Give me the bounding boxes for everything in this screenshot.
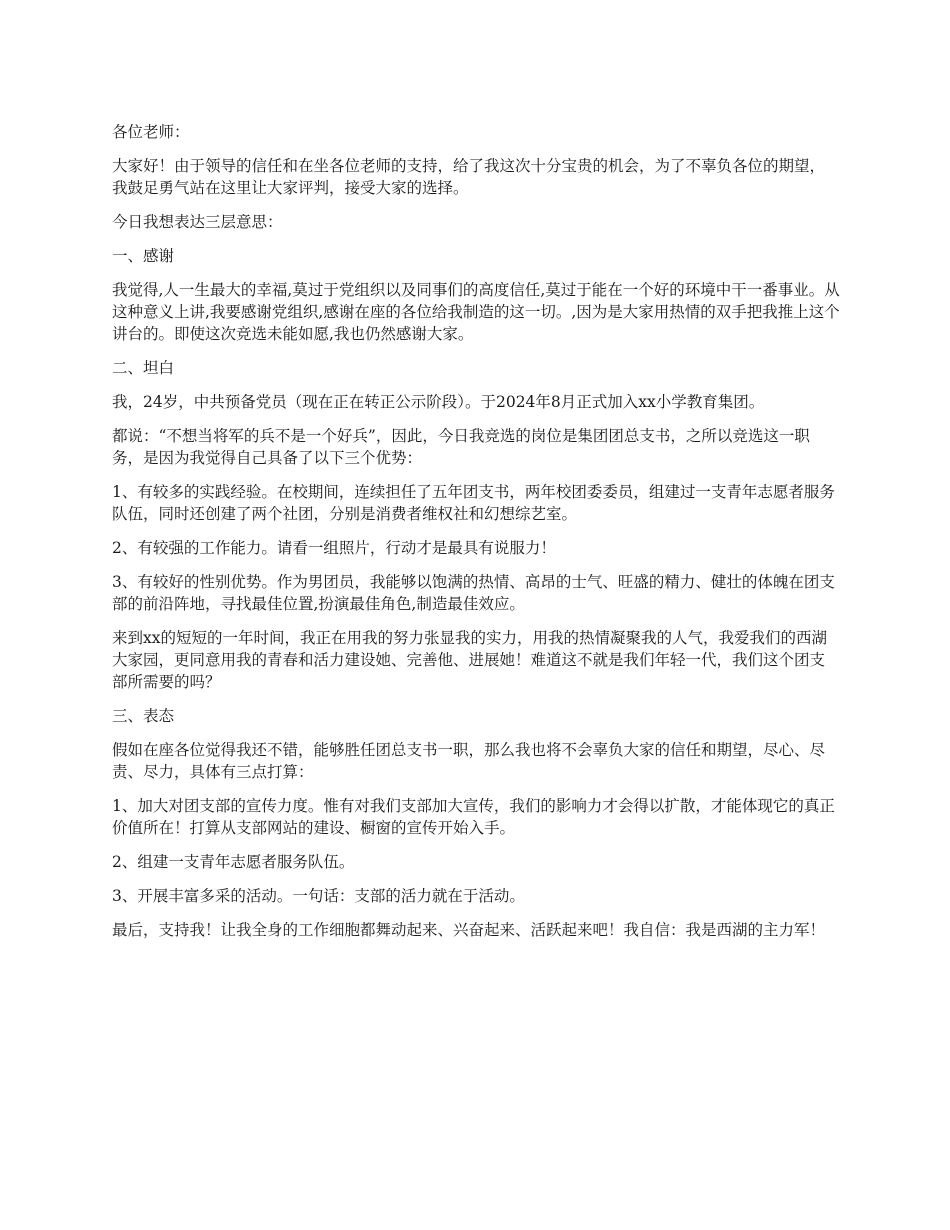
experience-paragraph: 来到xx的短短的一年时间，我正在用我的努力张显我的实力，用我的热情凝聚我的人气，我爱我们的西湖大家园，更同意用我的青春和活力建设她、完善他、进展她！难道这不就是我们年轻一代，我们这个团支部所需要的吗？ (112, 629, 827, 691)
section-heading-thanks: 一、感谢 (112, 247, 175, 265)
closing-paragraph: 最后，支持我！让我全身的工作细胞都舞动起来、兴奋起来、活跃起来吧！我自信：我是西湖的主力军！ (112, 921, 826, 939)
document-body (112, 121, 840, 953)
plan-item-1: 1、加大对团支部的宣传力度。惟有对我们支部加大宣传，我们的影响力才会得以扩散，才能体现它的真正价值所在！打算从支部网站的建设、橱窗的宣传开始入手。 (112, 797, 835, 837)
advantage-item-1: 1、有较多的实践经验。在校期间，连续担任了五年团支书，两年校团委委员，组建过一支青年志愿者服务队伍，同时还创建了两个社团，分别是消费者维权社和幻想综艺室。 (112, 483, 835, 523)
section-heading-stance: 三、表态 (112, 707, 175, 725)
greeting-paragraph: 大家好！由于领导的信任和在坐各位老师的支持，给了我这次十分宝贵的机会，为了不辜负各位的期望，我鼓足勇气站在这里让大家评判，接受大家的选择。 (112, 157, 826, 197)
position-paragraph: 都说：“不想当将军的兵不是一个好兵”，因此，今日我竞选的岗位是集团团总支书，之所以竞选这一职务，是因为我觉得自己具备了以下三个优势： (112, 427, 810, 467)
plan-item-2: 2、组建一支青年志愿者服务队伍。 (112, 853, 355, 871)
stance-paragraph: 假如在座各位觉得我还不错，能够胜任团总支书一职，那么我也将不会辜负大家的信任和期望，尽心、尽责、尽力，具体有三点打算： (112, 741, 826, 781)
section-heading-candor: 二、坦白 (112, 359, 175, 377)
intro-paragraph: 今日我想表达三层意思： (112, 213, 283, 231)
self-intro-paragraph: 我，24岁，中共预备党员（现在正在转正公示阶段）。于2024年8月正式加入xx小学教育集团。 (112, 393, 765, 411)
plan-item-3: 3、开展丰富多采的活动。一句话：支部的活力就在于活动。 (112, 887, 525, 905)
advantage-item-3: 3、有较好的性别优势。作为男团员，我能够以饱满的热情、高昂的士气、旺盛的精力、健壮的体魄在团支部的前沿阵地，寻找最佳位置,扮演最佳角色,制造最佳效应。 (112, 573, 835, 613)
advantage-item-2: 2、有较强的工作能力。请看一组照片，行动才是最具有说服力！ (112, 539, 556, 557)
thanks-paragraph: 我觉得,人一生最大的幸福,莫过于党组织以及同事们的高度信任,莫过于能在一个好的环境中干一番事业。从这种意义上讲,我要感谢党组织,感谢在座的各位给我制造的这一切。,因为是大家用热情的双手把我推上这个讲台的。即使这次竞选未能如愿,我也仍然感谢大家。 (112, 281, 840, 343)
salutation: 各位老师： (112, 123, 190, 141)
